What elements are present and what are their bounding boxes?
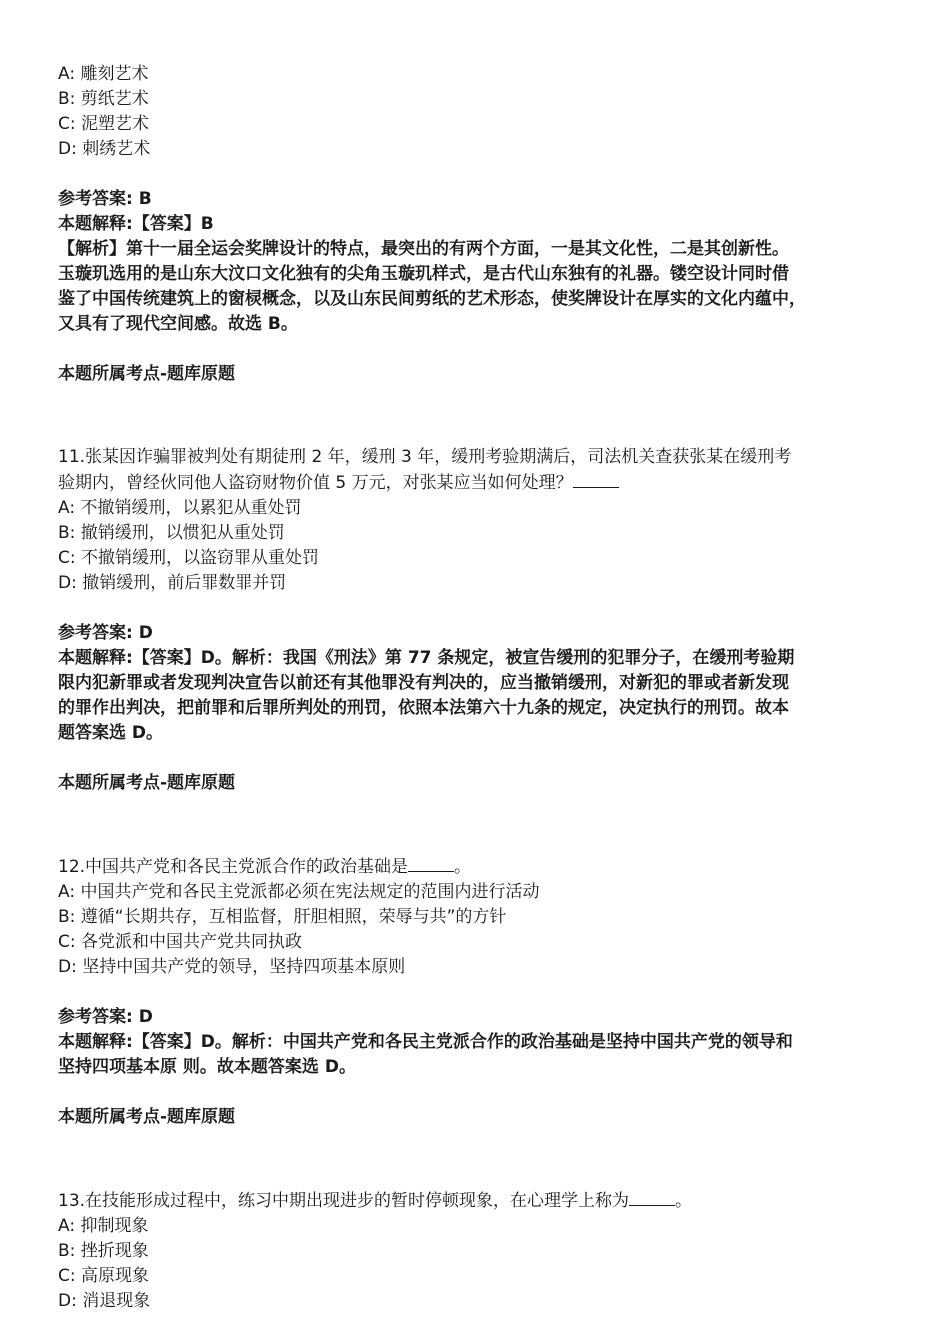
topic-label: 本题所属考点-题库原题 [58,1107,236,1127]
explanation-line: 坚持四项基本原 则。故本题答案选 D。 [58,1057,356,1077]
explanation-label: 本题解释:【答案】B [58,214,214,234]
question-stem: 11.张某因诈骗罪被判处有期徒刑 2 年，缓刑 3 年，缓刑考验期满后，司法机关查获张某在缓刑考 [58,447,792,467]
question-stem [58,1188,898,1214]
option-a: A: 雕刻艺术 [58,64,149,84]
explanation-line: 题答案选 D。 [58,723,164,743]
document-page [58,62,898,1314]
topic-label: 本题所属考点-题库原题 [58,364,236,384]
explanation-line: 限内犯新罪或者发现判决宣告以前还有其他罪没有判决的，应当撤销缓刑，对新犯的罪或者新发现 [58,673,789,693]
option-b: B: 遵循“长期共存，互相监督，肝胆相照，荣辱与共”的方针 [58,907,507,927]
question-10 [58,62,898,387]
question-stem-text: 12.中国共产党和各民主党派合作的政治基础是 [58,857,409,877]
question-stem-text: 13.在技能形成过程中，练习中期出现进步的暂时停顿现象，在心理学上称为 [58,1191,630,1211]
question-13 [58,1188,898,1314]
explanation-line: 鉴了中国传统建筑上的窗棂概念，以及山东民间剪纸的艺术形态，使奖牌设计在厚实的文化内蕴中， [58,289,806,309]
answer-blank [408,854,454,872]
answer-label: 参考答案: D [58,623,153,643]
option-b: B: 剪纸艺术 [58,89,149,109]
option-c: C: 泥塑艺术 [58,114,150,134]
option-d: D: 撤销缓刑，前后罪数罪并罚 [58,573,287,593]
option-a: A: 抑制现象 [58,1216,149,1236]
question-stem-end: 。 [454,857,472,877]
option-c: C: 各党派和中国共产党共同执政 [58,932,303,952]
option-b: B: 挫折现象 [58,1241,149,1261]
question-stem-end: 。 [675,1191,693,1211]
answer-blank [573,470,619,488]
option-a: A: 不撤销缓刑，以累犯从重处罚 [58,498,302,518]
option-d: D: 坚持中国共产党的领导，坚持四项基本原则 [58,957,406,977]
option-d: D: 刺绣艺术 [58,139,151,159]
option-b: B: 撤销缓刑，以惯犯从重处罚 [58,523,285,543]
explanation-line: 【解析】第十一届全运会奖牌设计的特点，最突出的有两个方面，一是其文化性，二是其创新性。 [58,239,789,259]
option-d: D: 消退现象 [58,1291,151,1311]
answer-blank [629,1188,675,1206]
question-stem [58,854,898,880]
question-stem-cont [58,470,898,496]
answer-label: 参考答案: D [58,1007,153,1027]
explanation-line: 又具有了现代空间感。故选 B。 [58,314,298,334]
explanation-line: 的罪作出判决，把前罪和后罪所判处的刑罚，依照本法第六十九条的规定，决定执行的刑罚。故本 [58,698,789,718]
explanation-line: 本题解释:【答案】D。解析：中国共产党和各民主党派合作的政治基础是坚持中国共产党的领导和 [58,1032,793,1052]
question-11 [58,445,898,796]
question-12 [58,854,898,1130]
topic-label: 本题所属考点-题库原题 [58,773,236,793]
answer-label: 参考答案: B [58,189,152,209]
option-c: C: 高原现象 [58,1266,150,1286]
explanation-line: 玉璇玑选用的是山东大汶口文化独有的尖角玉璇玑样式，是古代山东独有的礼器。镂空设计同时借 [58,264,789,284]
option-c: C: 不撤销缓刑，以盗窃罪从重处罚 [58,548,320,568]
explanation-line: 本题解释:【答案】D。解析：我国《刑法》第 77 条规定，被宣告缓刑的犯罪分子，在缓刑考验期 [58,648,795,668]
option-a: A: 中国共产党和各民主党派都必须在宪法规定的范围内进行活动 [58,882,540,902]
question-stem-text: 验期内，曾经伙同他人盗窃财物价值 5 万元，对张某应当如何处理？ [58,473,573,493]
